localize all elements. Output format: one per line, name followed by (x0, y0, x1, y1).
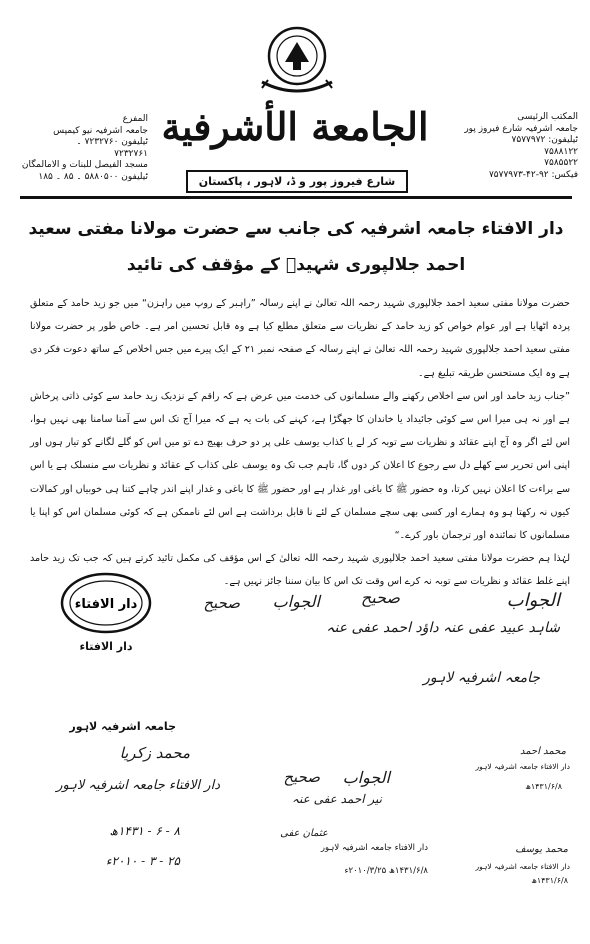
left-department: دار الافتاء جامعہ اشرفیہ لاہور (56, 778, 220, 793)
contact-info-left (18, 114, 148, 183)
contact-line: ٹیلیفون ۷۲۳۲۷۶۰ ۔ (76, 137, 148, 147)
document-title-line-2: احمد جلالپوری شہیدؒ کے مؤقف کی تائید (126, 255, 466, 275)
body-paragraph: حضرت مولانا مفتی سعید احمد جلالپوری شہید رحمہ اللہ تعالیٰ نے اپنے رسالہ ”راہبر کے روپ میں راہزن“ میں جو زید حامد کے متعلق پردہ اٹھایا ہے اور عوام خواص کو زید حامد کے نظریات سے متعلق مطلع کیا ہے وہ قابل تحسین امر ہے۔ خاص طور پر حضرت مولانا مفتی سعید احمد جلالپوری شہید رحمہ اللہ تعالیٰ نے اپنے رسالہ کے صفحہ نمبر ۲۱ کے ایک پیرے میں جس اخلاص کے ساتھ دعوت فکر دی ہے وہ ایک مستحسن طریقہ تبلیغ ہے۔ (30, 298, 570, 379)
bottom-right-stamp-department: دار الافتاء جامعہ اشرفیہ لاہور (475, 862, 570, 871)
top-right-stamp-department: دار الافتاء جامعہ اشرفیہ لاہور (475, 762, 570, 771)
answer-word-1: صحیح (360, 588, 400, 607)
answer-label-1: الجواب (506, 590, 560, 611)
bottom-right-stamp-date: ۱۴۳۱/۶/۸ھ (531, 876, 568, 885)
answer-word-2: صحیح (203, 594, 240, 612)
body-paragraph: لہٰذا ہم حضرت مولانا مفتی سعید احمد جلالپوری شہید رحمہ اللہ تعالیٰ کے اس مؤقف کی مکمل تائید کرتے ہیں کہ جب تک زید حامد اپنے غلط عقائد و نظریات سے توبہ نہ کرے اس وقت تک اس کا بیان سننا جائز نہیں ہے۔ (30, 553, 570, 588)
center-signatory-name-2: عثمان عفی (280, 828, 328, 839)
contact-info-right (440, 112, 578, 181)
left-institution-label: جامعہ اشرفیہ لاہور (69, 720, 176, 733)
seal-caption: دار الافتاء (79, 640, 133, 653)
institution-logo (252, 22, 342, 100)
center-department-stamp: دار الافتاء جامعہ اشرفیہ لاہور (320, 843, 428, 853)
top-right-stamp-date: ۱۴۳۱/۶/۸ھ (525, 782, 562, 791)
contact-line: المفرع (122, 114, 148, 124)
contact-line: ۷۲۳۲۷۶۱ (114, 148, 148, 159)
answer-label-2: الجواب (272, 592, 320, 611)
bottom-right-stamp-name: محمد یوسف (515, 844, 568, 855)
contact-line: ۷۵۸۵۵۲۲ (544, 158, 578, 168)
signatory-names: شاہد عبید عفی عنہ داؤد احمد عفی عنہ (326, 620, 560, 636)
dar-ul-ifta-seal (60, 572, 152, 634)
document-body (30, 292, 570, 594)
document-title-line-1: دار الافتاء جامعہ اشرفیہ کی جانب سے حضرت مولانا مفتی سعید (28, 219, 564, 239)
top-right-stamp-name: محمد احمد (519, 746, 566, 757)
contact-line: مسجد الفیصل للبنات و الامالمگان (21, 160, 148, 170)
signatory-institution: جامعہ اشرفیہ لاہور (423, 670, 540, 686)
date-hijri: ۸ - ۶ - ۱۴۳۱ھ (109, 824, 180, 838)
left-signatory-name: محمد زکریا (119, 744, 190, 762)
contact-line: جامعہ اشرفیہ شارع فیروز پور (464, 123, 578, 134)
seal-text: دار الافتاء (74, 597, 138, 612)
institution-name: الجامعة الأشرفية (161, 104, 429, 149)
address-bar: شارع فيروز پور و ڈ، لاہور ، پاکستان (186, 170, 408, 193)
body-paragraph: ”جناب زید حامد اور اس سے اخلاص رکھنے والے مسلمانوں کی خدمت میں عرض ہے کہ راقم کے نزدیک زید حامد سے کوئی ذاتی پرخاش ہے اور نہ ہی میرا اس سے کوئی جائیداد یا خاندان کا جھگڑا ہے، کہنے کی بات یہ ہے کہ میرا آج تک اس سے آمنا سامنا بھی نہیں ہوا، اس لئے اگر وہ آج اپنے عقائد و نظریات سے توبہ کر لے یا کذاب یوسف علی پر دو حرف بھیج دے تو میں اس کو گلے لگانے کو تیار ہوں اور اپنی اس تحریر سے کھلے دل سے رجوع کا اعلان کر دوں گا، تاہم جب تک وہ یوسف علی کذاب کے عقائد و نظریات سے منسلک ہے یا اس سے براءت کا اعلان نہیں کرتا، وہ حضور ﷺ کا باغی اور غدار ہے اور حضور ﷺ کا باغی و غدار اپنے اندر چاہے کتنا ہی خوبیاں اور کمالات کیوں نہ رکھتا ہو وہ ہمارے اور کسی بھی سچے مسلمان کے لئے نا قابل برداشت ہے اس لئے ناممکن ہے کہ کوئی مسلمان اس کو اپنا یا مسلمانوں کا نمائندہ اور ترجمان باور کرے۔“ (30, 390, 570, 542)
contact-line: جامعہ اشرفیہ نیو کیمپس (53, 125, 148, 136)
contact-line: ۷۵۸۸۱۲۲ (544, 146, 578, 157)
date-gregorian: ۲۵ - ۳ - ۲۰۱۰ء (105, 854, 180, 868)
contact-line: فیکس: ۹۲-۴۲-۷۵۷۷۹۷۳ (488, 169, 578, 180)
center-stamp-dates: ۱۴۳۱/۶/۸ھ ۲۰۱۰/۳/۲۵ء (344, 866, 428, 876)
contact-line: ٹیلیفون ۵۸۸۰۵۰۰ ۔ ۸۵ ۔ ۱۸۵ (38, 171, 148, 182)
center-signatory-name: نیر احمد عفی عنہ (291, 792, 382, 806)
answer-label-3: الجواب (342, 768, 390, 787)
contact-line: المکتب الرئیسی (517, 112, 578, 122)
header-divider (20, 196, 572, 199)
contact-line: ٹیلیفون: ۷۵۷۷۹۷۲ (511, 135, 578, 145)
answer-word-3: صحیح (283, 768, 320, 786)
